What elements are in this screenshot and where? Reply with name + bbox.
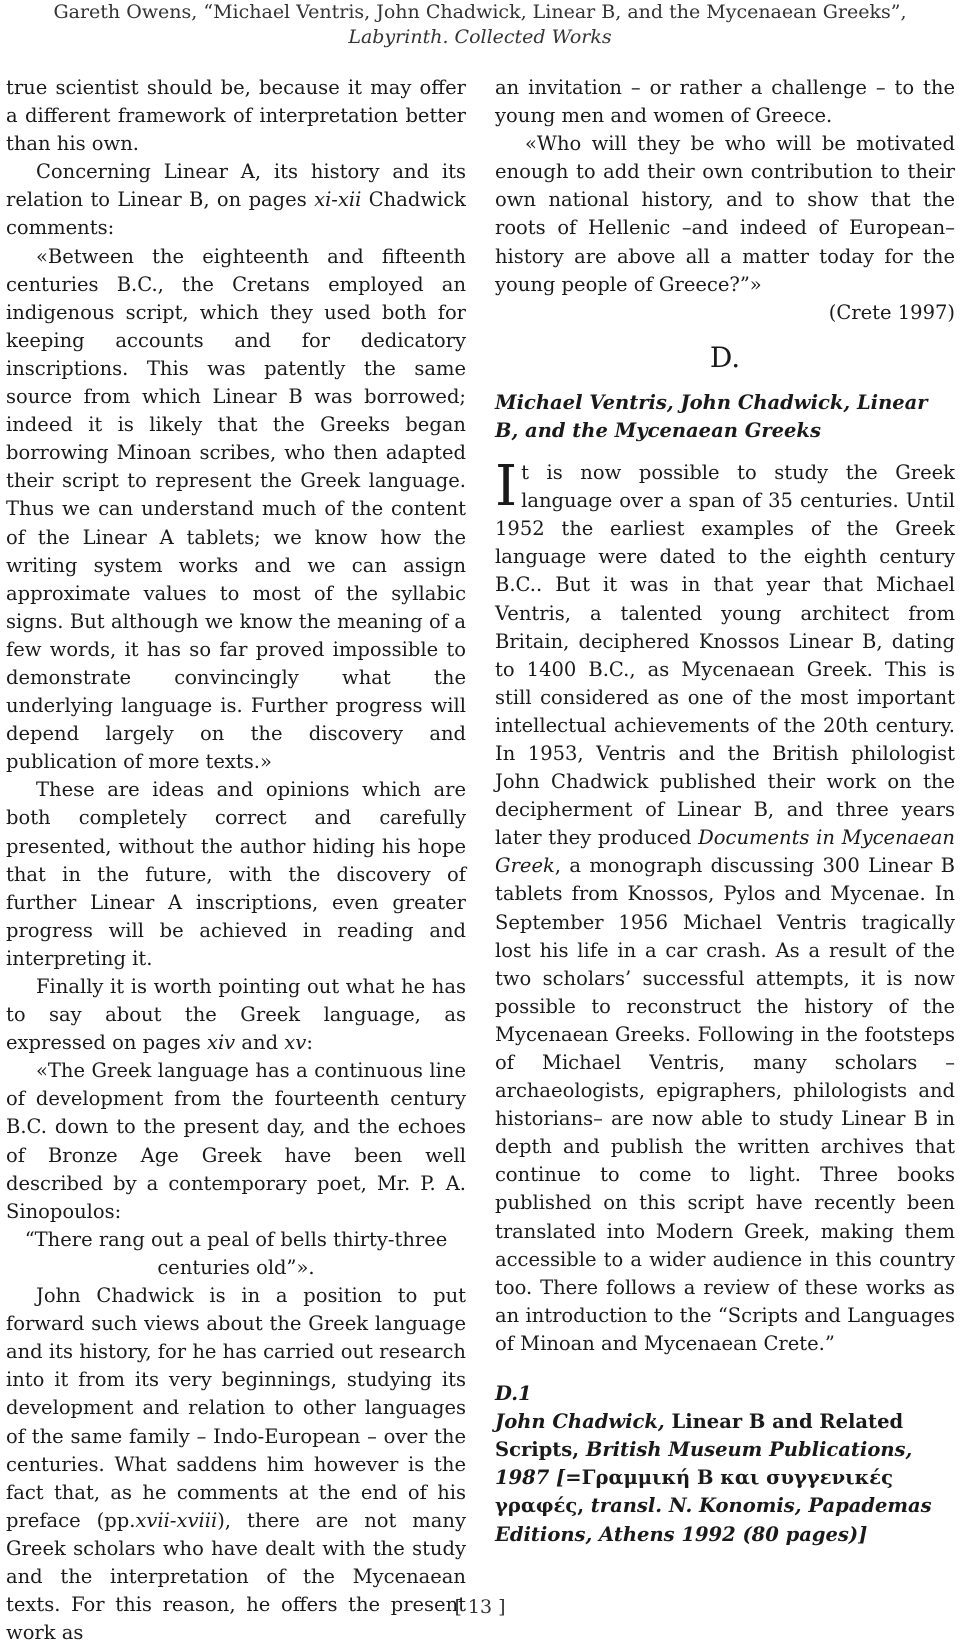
left-quote-greek-language: «The Greek language has a continuous line of development from the fourteenth century B.C. down to the present day, and the echoes of Bronze Age Greek have been well described by a contemporary poet, Mr. P. A. Sinopoulos: bbox=[6, 1059, 466, 1223]
left-paragraph-7: John Chadwick is in a position to put forward such views about the Greek language and its history, for he has carried out research into it from its very beginnings, studying its development and relation to other languages of the same family – Indo-European – over the centuries. What saddens him however is the fact that, as he comments at the end of his preface (pp.xvii-xviii), there are not many Greek scholars who have dealt with the study and the interpretation of the Mycenaean texts. For this reason, he offers the present work as bbox=[6, 1284, 466, 1645]
right-paragraph-main: It is now possible to study the Greek language over a span of 35 centuries. Until 1952 the earliest examples of the Greek language were dated to the eighth century B.C.. But it was in that year that Michael Ventris, a talented young architect from Britain, deciphered Knossos Linear B, dating to 1400 B.C., as Mycenaean Greek. This is still considered as one of the most important intellectual achievements of the 20th century. In 1953, Ventris and the British philologist John Chadwick published their work on the decipherment of Linear B, and three years later they produced Documents in Mycenaean Greek, a monograph discussing 300 Linear B tablets from Knossos, Pylos and Mycenae. In September 1956 Michael Ventris tragically lost his life in a car crash. As a result of the two scholars’ successful attempts, it is now possible to reconstruct the history of the Mycenaean Greeks. Following in the footsteps of Michael Ventris, many scholars –archaeologists, epigraphers, philologists and historians– are now able to study Linear B in depth and publish the written archives that continue to come to light. Three books published on this script have recently been translated into Modern Greek, making them accessible to a wider audience in this country too. There follows a review of these works as an introduction to the “Scripts and Languages of Minoan and Mycenaean Crete.” bbox=[495, 454, 955, 1355]
left-paragraph-1: true scientist should be, because it may offer a different framework of interpretation better than his own. bbox=[6, 76, 466, 156]
right-paragraph-1: an invitation – or rather a challenge – to the young men and women of Greece. bbox=[495, 76, 955, 128]
quote-attribution: (Crete 1997) bbox=[828, 300, 955, 324]
poem-line-2: centuries old”». bbox=[157, 1255, 315, 1279]
section-title: Michael Ventris, John Chadwick, Linear B, and the Mycenaean Greeks bbox=[495, 390, 928, 442]
left-paragraph-2: Concerning Linear A, its history and its relation to Linear B, on pages xi-xii Chadwick comments: bbox=[6, 160, 466, 240]
subsection-number: D.1 bbox=[495, 1382, 532, 1406]
right-quote: «Who will they be who will be motivated enough to add their own contribution to their own national history, and to show that the roots of Hellenic –and indeed of European– history are above all a matter today for the young people of Greece?”» bbox=[495, 132, 955, 296]
poem-line-1: “There rang out a peal of bells thirty-three bbox=[24, 1227, 448, 1251]
running-header bbox=[0, 0, 960, 50]
left-quote-linear-a: «Between the eighteenth and fifteenth centuries B.C., the Cretans employed an indigenous script, which they used both for keeping accounts and for dedicatory inscriptions. This was patently the same source from which Linear B was borrowed; indeed it is likely that the Greeks began borrowing Minoan scribes, who then adapted their script to represent the Greek language. Thus we can understand much of the content of the Linear A tablets; we know how the writing system works and we can assign approximate values to most of the syllabic signs. But although we know the meaning of a few words, it has so far proved impossible to demonstrate convincingly what the underlying language is. Further progress will depend largely on the discovery and publication of more texts.» bbox=[6, 244, 466, 774]
book-reference: John Chadwick, Linear B and Related Scripts, British Museum Publications, 1987 [=Γραμμική Β και συγγενικές γραφές, transl. N. Konomis, Papademas Editions, Athens 1992 (80 pages)] bbox=[495, 1410, 932, 1546]
drop-cap: I bbox=[495, 454, 518, 520]
book-title: Documents in Mycenaean Greek bbox=[495, 826, 955, 878]
right-column bbox=[495, 74, 955, 1549]
header-line-2: Labyrinth. Collected Works bbox=[348, 26, 612, 48]
page-reference: xi-xii bbox=[314, 188, 362, 212]
section-letter: D. bbox=[709, 340, 741, 374]
left-paragraph-4: These are ideas and opinions which are both completely correct and carefully presented, without the author hiding his hope that in the future, with the discovery of further Linear A inscriptions, even greater progress will be achieved in reading and interpreting it. bbox=[6, 778, 466, 970]
left-column bbox=[6, 74, 466, 1647]
header-line-1: Gareth Owens, “Michael Ventris, John Chadwick, Linear B, and the Mycenaean Greeks”, bbox=[53, 1, 907, 23]
left-paragraph-5: Finally it is worth pointing out what he has to say about the Greek language, as expressed on pages xiv and xv: bbox=[6, 975, 466, 1055]
page-number: [ 13 ] bbox=[454, 1596, 506, 1618]
